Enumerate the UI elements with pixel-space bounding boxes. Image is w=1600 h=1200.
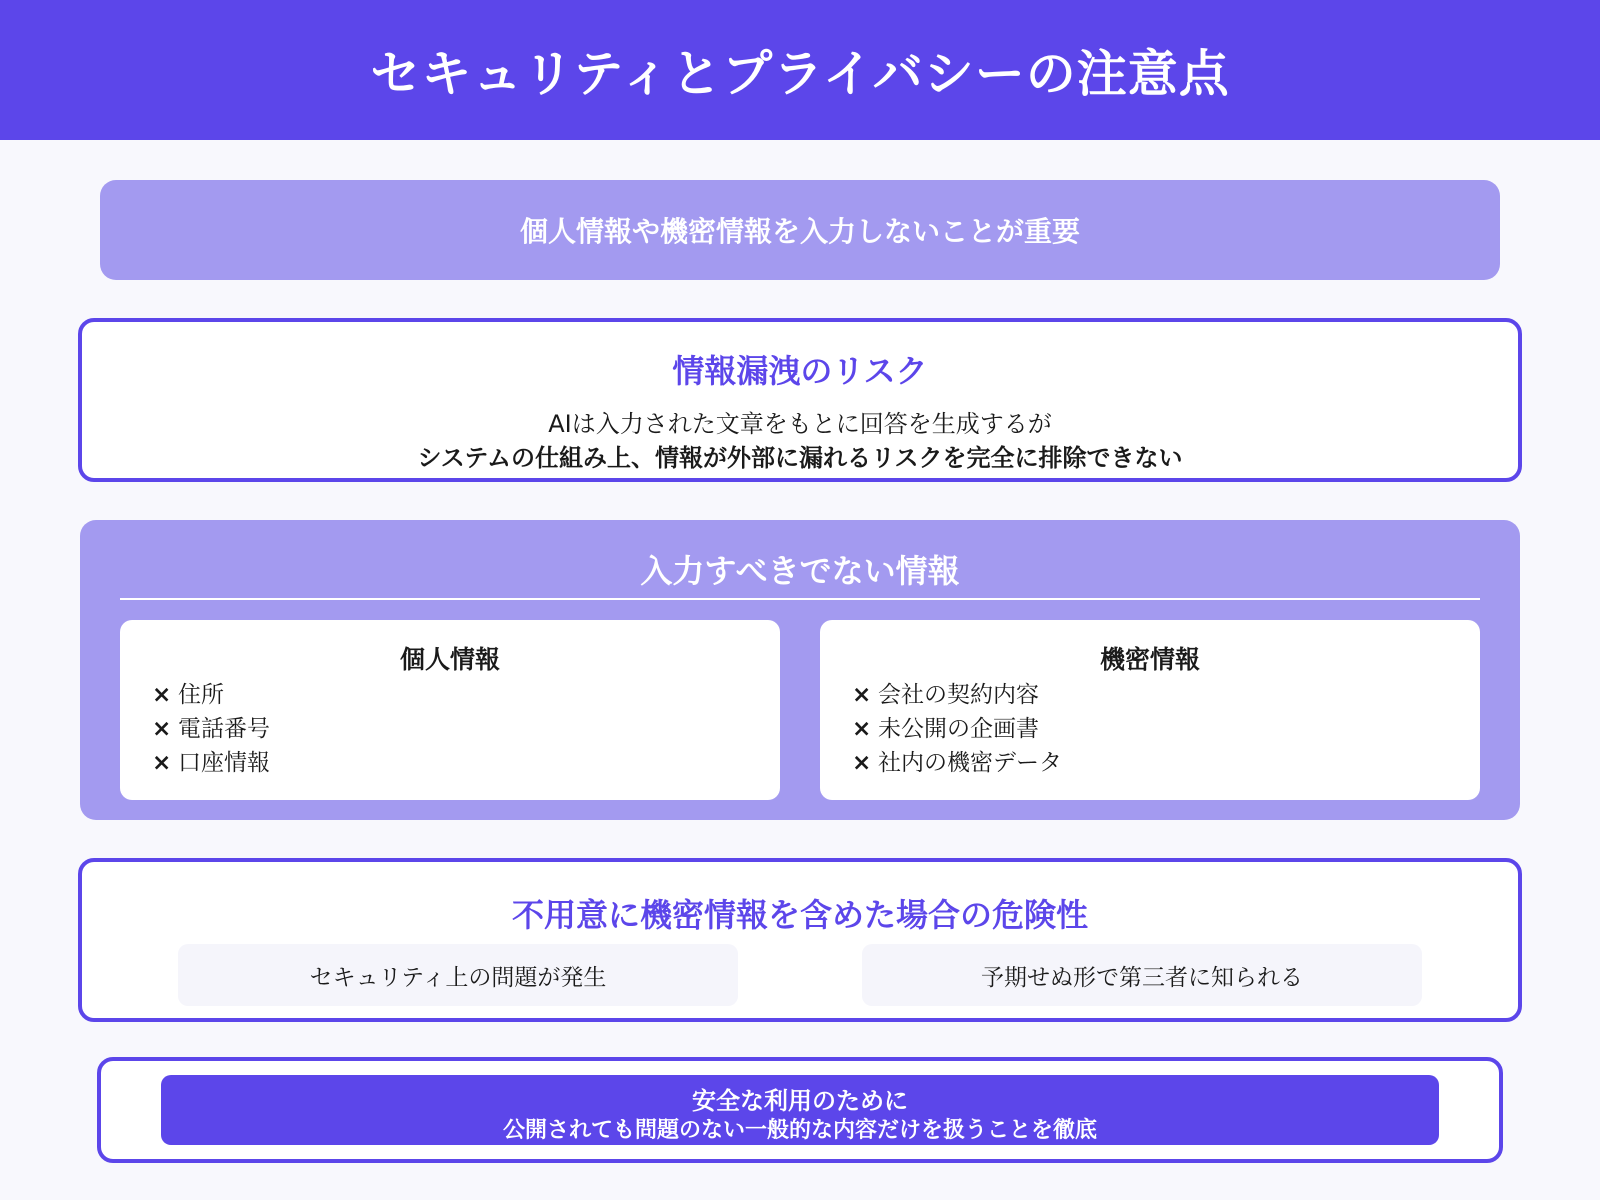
cross-icon: × (852, 716, 872, 742)
leak-risk-title: 情報漏洩のリスク (672, 352, 928, 390)
list-item (852, 746, 1062, 780)
page-header (0, 0, 1600, 140)
safe-use-callout (161, 1075, 1439, 1145)
cross-icon: × (852, 682, 872, 708)
safe-use-text: 公開されても問題のない一般的な内容だけを扱うことを徹底 (502, 1118, 1097, 1143)
list-item-label: 住所 (178, 682, 224, 708)
danger-item-security: セキュリティ上の問題が発生 (178, 944, 738, 1006)
confidential-info-title: 機密情報 (1099, 645, 1200, 674)
list-item (852, 678, 1062, 712)
list-item (852, 712, 1062, 746)
leak-risk-box (78, 318, 1522, 482)
personal-info-card (120, 620, 780, 800)
key-message-banner (100, 180, 1500, 280)
danger-title: 不用意に機密情報を含めた場合の危険性 (511, 896, 1088, 934)
leak-risk-emphasis: システムの仕組み上、情報が外部に漏れるリスクを完全に排除できない (417, 444, 1183, 472)
personal-info-list (152, 678, 270, 780)
cross-icon: × (852, 750, 872, 776)
confidential-info-card (820, 620, 1480, 800)
list-item-label: 電話番号 (178, 716, 270, 742)
list-item (152, 678, 270, 712)
safe-use-title: 安全な利用のために (692, 1087, 908, 1115)
key-message-text: 個人情報や機密情報を入力しないことが重要 (519, 215, 1080, 248)
list-item (152, 746, 270, 780)
list-item-label: 未公開の企画書 (878, 716, 1039, 742)
do-not-input-title: 入力すべきでない情報 (640, 552, 960, 590)
cross-icon: × (152, 750, 172, 776)
page-title: セキュリティとプライバシーの注意点 (370, 45, 1230, 103)
do-not-input-panel (80, 520, 1520, 820)
cross-icon: × (152, 716, 172, 742)
leak-risk-description: AIは入力された文章をもとに回答を生成するが (548, 410, 1052, 438)
list-item (152, 712, 270, 746)
danger-item-exposure: 予期せぬ形で第三者に知られる (862, 944, 1422, 1006)
list-item-label: 口座情報 (178, 750, 270, 776)
list-item-label: 会社の契約内容 (878, 682, 1039, 708)
confidential-info-list (852, 678, 1062, 780)
personal-info-title: 個人情報 (399, 645, 500, 674)
safe-use-box (97, 1057, 1503, 1163)
list-item-label: 社内の機密データ (878, 750, 1062, 776)
cross-icon: × (152, 682, 172, 708)
panel-divider (120, 598, 1480, 600)
danger-box (78, 858, 1522, 1022)
